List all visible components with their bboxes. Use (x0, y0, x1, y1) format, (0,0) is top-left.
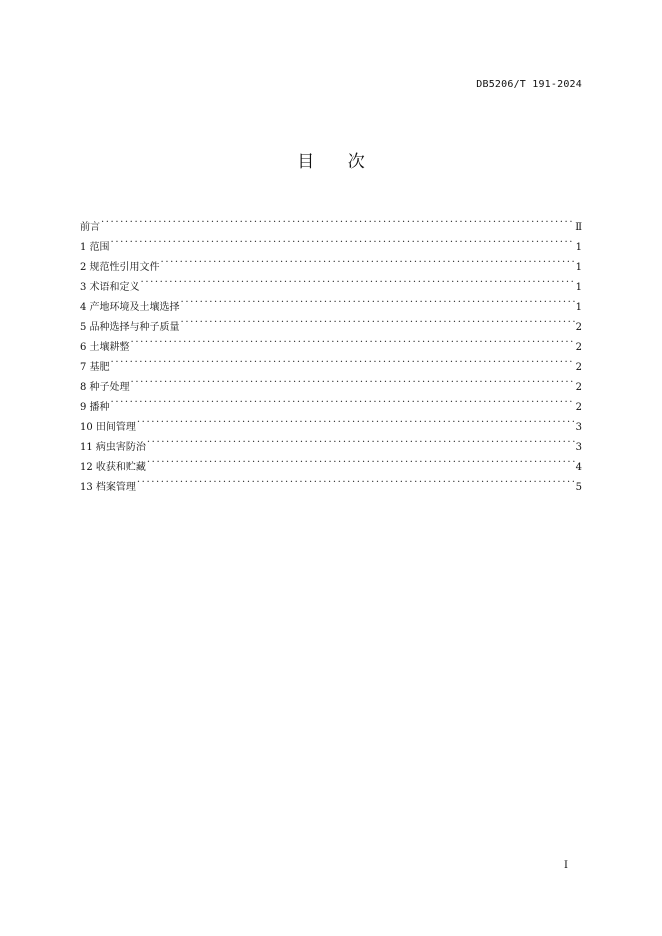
toc-entry-label: 2 规范性引用文件 (80, 262, 160, 273)
toc-entry-page: 2 (575, 342, 582, 353)
toc-leader-dots (111, 390, 575, 410)
toc-leader-dots (147, 430, 575, 450)
toc-entry-page: 1 (575, 302, 582, 313)
toc-leader-dots (137, 470, 575, 490)
toc-entry-page: 2 (575, 362, 582, 373)
toc-entry-page: 2 (575, 402, 582, 413)
toc-entry-page: 1 (575, 282, 582, 293)
toc-entry-scope[interactable] (80, 230, 582, 253)
page-number: I (564, 860, 568, 871)
toc-list (80, 210, 582, 493)
toc-entry-foreword[interactable] (80, 210, 582, 233)
toc-entry-label: 3 术语和定义 (80, 282, 140, 293)
toc-entry-terms-definitions[interactable] (80, 270, 582, 293)
toc-entry-label: 1 范围 (80, 242, 110, 253)
toc-entry-page: 1 (575, 242, 582, 253)
toc-title: 目 次 (297, 152, 379, 172)
toc-entry-label: 8 种子处理 (80, 382, 130, 393)
toc-entry-environment-soil[interactable] (80, 290, 582, 313)
toc-entry-page: 5 (575, 482, 582, 493)
toc-entry-label: 6 土壤耕整 (80, 342, 130, 353)
toc-leader-dots (181, 310, 575, 330)
toc-entry-sowing[interactable] (80, 390, 582, 413)
toc-leader-dots (147, 450, 575, 470)
toc-entry-label: 5 品种选择与种子质量 (80, 322, 180, 333)
toc-leader-dots (101, 210, 574, 230)
toc-entry-base-fertilizer[interactable] (80, 350, 582, 373)
document-code: DB5206/T 191-2024 (476, 79, 582, 90)
toc-entry-page: 3 (575, 442, 582, 453)
toc-entry-pest-control[interactable] (80, 430, 582, 453)
toc-entry-harvest-storage[interactable] (80, 450, 582, 473)
toc-entry-seed-treatment[interactable] (80, 370, 582, 393)
toc-entry-page: 3 (575, 422, 582, 433)
toc-entry-label: 12 收获和贮藏 (80, 462, 146, 473)
toc-entry-page: 4 (575, 462, 582, 473)
toc-leader-dots (111, 350, 575, 370)
toc-leader-dots (131, 370, 575, 390)
toc-entry-page: 1 (575, 262, 582, 273)
toc-leader-dots (111, 230, 575, 250)
toc-entry-label: 7 基肥 (80, 362, 110, 373)
toc-entry-field-management[interactable] (80, 410, 582, 433)
toc-leader-dots (141, 270, 575, 290)
toc-entry-page: Ⅱ (575, 222, 582, 233)
toc-entry-label: 前言 (80, 222, 100, 233)
toc-leader-dots (137, 410, 575, 430)
toc-entry-normative-references[interactable] (80, 250, 582, 273)
toc-entry-soil-preparation[interactable] (80, 330, 582, 353)
toc-entry-page: 2 (575, 382, 582, 393)
toc-entry-label: 10 田间管理 (80, 422, 136, 433)
toc-entry-records-management[interactable] (80, 470, 582, 493)
toc-entry-page: 2 (575, 322, 582, 333)
toc-entry-label: 13 档案管理 (80, 482, 136, 493)
toc-entry-label: 11 病虫害防治 (80, 442, 146, 453)
toc-entry-label: 4 产地环境及土壤选择 (80, 302, 180, 313)
toc-leader-dots (131, 330, 575, 350)
toc-leader-dots (181, 290, 575, 310)
toc-entry-label: 9 播种 (80, 402, 110, 413)
toc-leader-dots (161, 250, 575, 270)
